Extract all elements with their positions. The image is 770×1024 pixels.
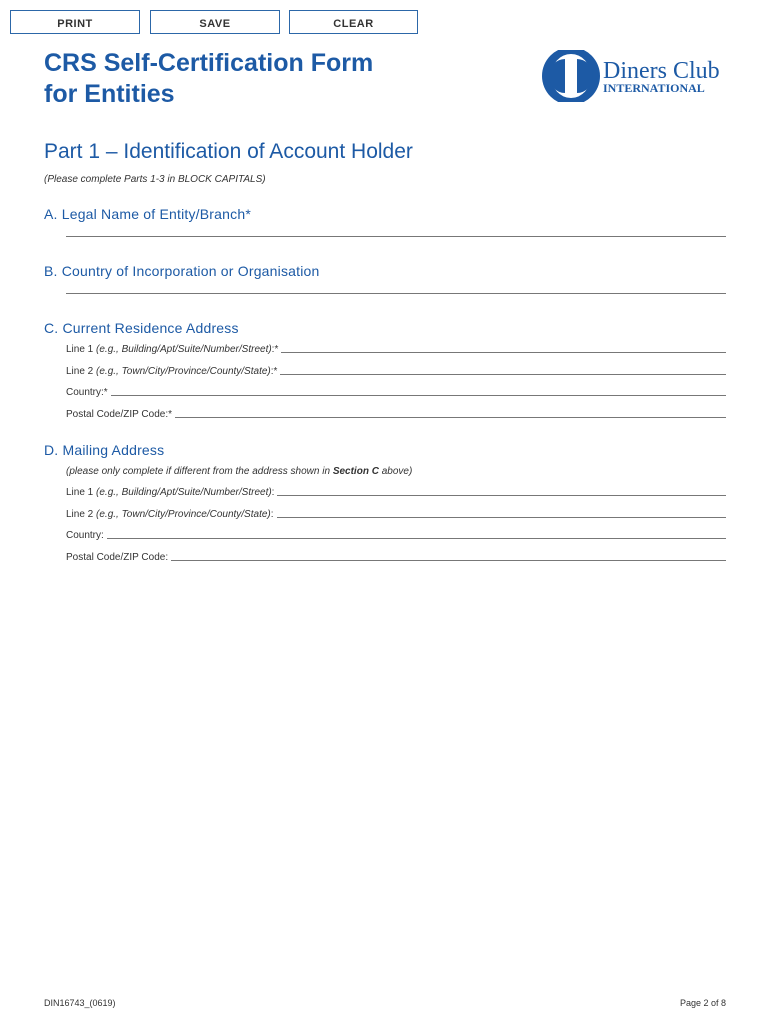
residence-postal-row	[66, 409, 726, 420]
section-d-title: D. Mailing Address	[44, 442, 165, 458]
legal-name-field[interactable]	[66, 236, 726, 237]
section-a-title: A. Legal Name of Entity/Branch*	[44, 206, 251, 222]
mailing-line1-label: Line 1 (e.g., Building/Apt/Suite/Number/Street):	[66, 487, 275, 498]
form-title-line1: CRS Self-Certification Form	[44, 49, 374, 77]
country-of-incorporation-field[interactable]	[66, 293, 726, 294]
residence-line1-field[interactable]	[281, 351, 726, 353]
residence-postal-label: Postal Code/ZIP Code:*	[66, 409, 172, 420]
mailing-line2-row	[66, 509, 726, 520]
mailing-line2-field[interactable]	[277, 516, 726, 518]
mailing-postal-field[interactable]	[171, 559, 726, 561]
save-button[interactable]: SAVE	[150, 10, 280, 34]
clear-button[interactable]: CLEAR	[289, 10, 418, 34]
residence-line1-row	[66, 344, 726, 355]
mailing-country-field[interactable]	[107, 537, 726, 539]
mailing-postal-row	[66, 552, 726, 563]
residence-line1-label: Line 1 (e.g., Building/Apt/Suite/Number/Street):*	[66, 344, 279, 355]
mailing-postal-label: Postal Code/ZIP Code:	[66, 552, 169, 563]
section-d-note: (please only complete if different from the address shown in Section C above)	[66, 466, 413, 477]
part1-title: Part 1 – Identification of Account Holder	[44, 140, 413, 163]
page-number: Page 2 of 8	[679, 998, 726, 1008]
mailing-line1-row	[66, 487, 726, 498]
form-title	[44, 48, 373, 110]
residence-line2-field[interactable]	[280, 373, 726, 375]
diners-club-logo-icon	[541, 50, 731, 102]
mailing-line2-label: Line 2 (e.g., Town/City/Province/County/State):	[66, 509, 274, 520]
residence-line2-label: Line 2 (e.g., Town/City/Province/County/State):*	[66, 366, 278, 377]
residence-postal-field[interactable]	[175, 416, 726, 418]
mailing-country-row	[66, 530, 726, 541]
mailing-country-label: Country:	[66, 530, 104, 541]
residence-country-field[interactable]	[111, 394, 726, 396]
part1-note: (Please complete Parts 1-3 in BLOCK CAPITALS)	[44, 174, 266, 185]
form-code: DIN16743_(0619)	[44, 998, 116, 1008]
svg-text:INTERNATIONAL: INTERNATIONAL	[603, 81, 705, 95]
section-b-title: B. Country of Incorporation or Organisation	[44, 263, 320, 279]
mailing-line1-field[interactable]	[277, 494, 726, 496]
print-button[interactable]: PRINT	[10, 10, 140, 34]
residence-country-label: Country:*	[66, 387, 108, 398]
residence-country-row	[66, 387, 726, 398]
residence-line2-row	[66, 366, 726, 377]
section-c-title: C. Current Residence Address	[44, 320, 239, 336]
svg-text:Diners Club: Diners Club	[603, 58, 720, 84]
form-title-line2: for Entities	[44, 80, 175, 108]
